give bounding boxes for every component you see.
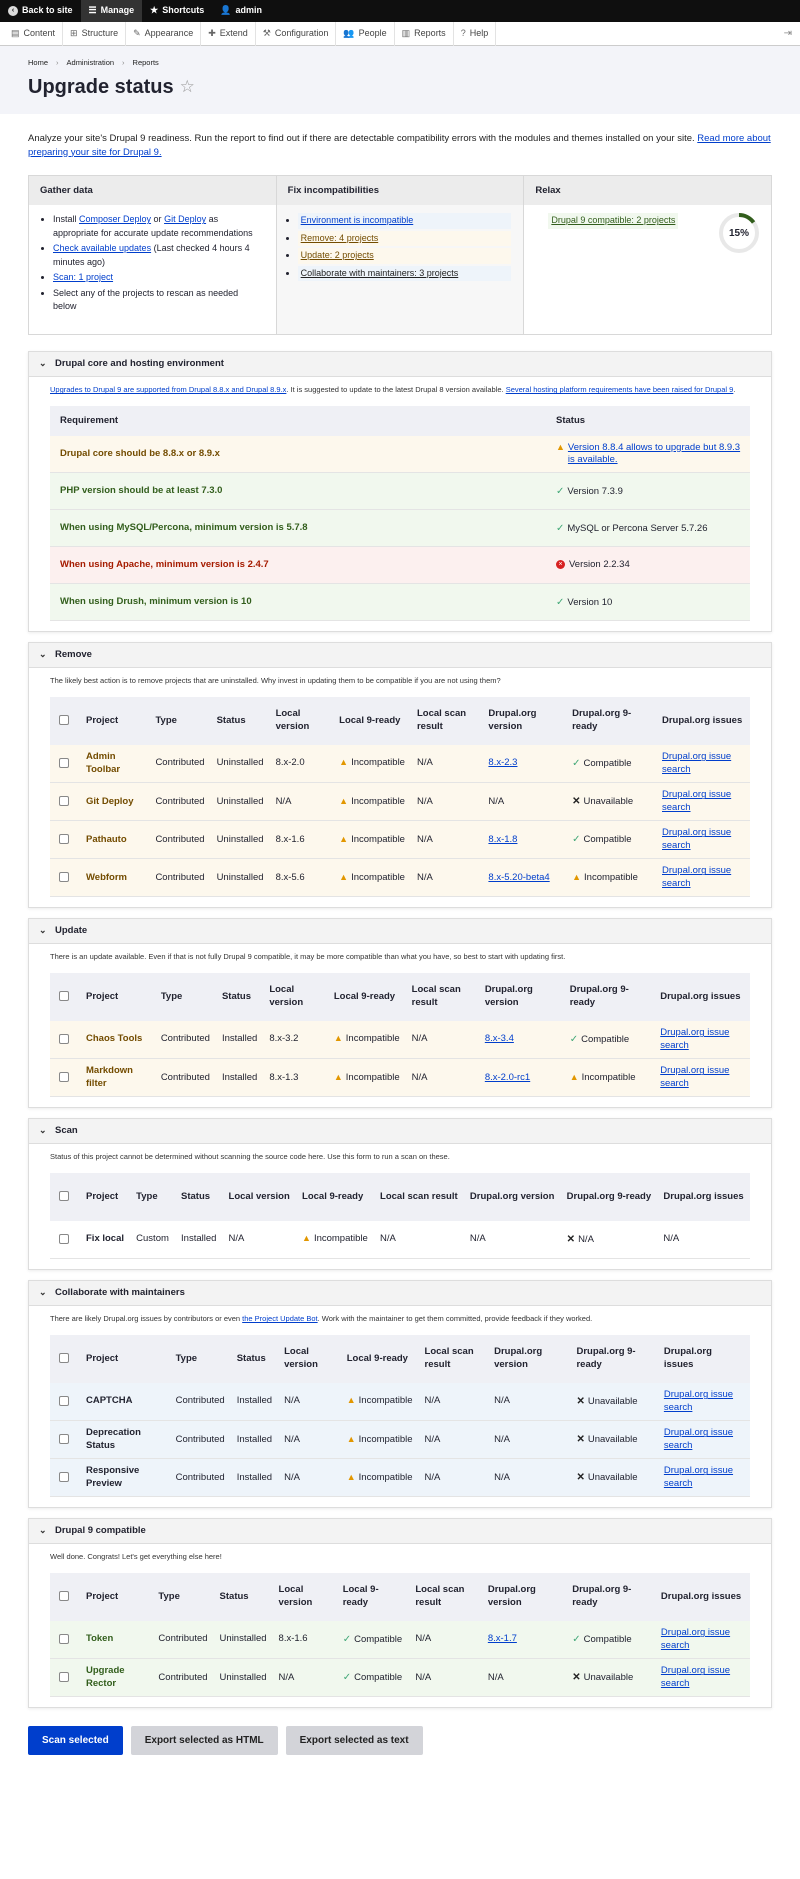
export-text-button[interactable]: Export selected as text	[286, 1726, 423, 1755]
section-description: Status of this project cannot be determined without scanning the source code here. Use this form to run a scan on these.	[50, 1152, 450, 1162]
table-row: When using MySQL/Percona, minimum version is 5.7.8 ✓ MySQL or Percona Server 5.7.26	[50, 510, 750, 547]
table-row: CAPTCHA Contributed Installed N/A ▲ Incompatible N/A N/A ✕ Unavailable Drupal.org issue search	[50, 1383, 750, 1421]
manage-tab[interactable]: ☰ Manage	[81, 0, 143, 22]
section-remove	[28, 642, 772, 908]
admin-tray	[0, 22, 800, 46]
column-header: Local 9-ready	[296, 1173, 374, 1221]
column-header: Status	[216, 973, 263, 1021]
table-row: When using Apache, minimum version is 2.4.7 × Version 2.2.34	[50, 547, 750, 584]
row-checkbox[interactable]	[59, 758, 69, 768]
issue-search-link[interactable]: Drupal.org issue search	[662, 865, 732, 889]
chevron-down-icon: ⌄	[39, 649, 47, 660]
warning-icon: ▲	[333, 1033, 343, 1044]
check-updates-link[interactable]: Check available updates	[53, 243, 152, 254]
issue-search-link[interactable]: Drupal.org issue search	[660, 1027, 730, 1051]
breadcrumb-home[interactable]: Home	[28, 58, 49, 67]
section-toggle[interactable]: ⌄ Drupal core and hosting environment	[29, 352, 771, 377]
composer-deploy-link[interactable]: Composer Deploy	[79, 214, 152, 225]
hosting-requirements-link[interactable]: Several hosting platform requirements have been raised for Drupal 9	[505, 385, 734, 395]
warning-icon: ▲	[569, 1071, 579, 1082]
column-header: Drupal.org version	[482, 697, 566, 745]
back-arrow-icon: ‹	[8, 6, 18, 16]
summary-relax: Relax Drupal 9 compatible: 2 projects 15%	[524, 176, 771, 334]
check-icon: ✓	[556, 485, 565, 497]
column-header: Drupal.org version	[482, 1573, 566, 1621]
export-html-button[interactable]: Export selected as HTML	[131, 1726, 278, 1755]
table-row: Deprecation Status Contributed Installed N/A ▲ Incompatible N/A N/A ✕ Unavailable Drupal.org issue search	[50, 1421, 750, 1459]
chevron-down-icon: ⌄	[39, 358, 47, 369]
table-row: Markdown filter Contributed Installed 8.x-1.3 ▲ Incompatible N/A 8.x-2.0-rc1 ▲ Incompatible Drupal.org issue search	[50, 1059, 750, 1097]
x-icon: ✕	[566, 1233, 576, 1245]
check-icon: ✓	[572, 834, 581, 846]
column-header: Local scan result	[419, 1335, 489, 1383]
tray-item-extend[interactable]: ✚ Extend	[201, 22, 256, 46]
drupal-org-version-link[interactable]: 8.x-2.3	[488, 757, 518, 769]
check-icon: ✓	[572, 1633, 581, 1645]
column-header: Drupal.org issues	[655, 1573, 750, 1621]
section-compatible	[28, 1518, 772, 1708]
tray-item-content[interactable]: ▤ Content	[4, 22, 63, 46]
gather-item	[53, 271, 264, 285]
environment-table: Requirement Status Drupal core should be 8.8.x or 8.9.x ▲ Version 8.8.4 allows to upgrade but 8.9.3 is available. PHP version should be at least 7.3.0 ✓ Version 7.3.9 When using MySQL/Percona, minimum version is 5.7.8 ✓ MySQL or Percona Server 5.7.26 When using Apache, minimum version is 2.4.7 × Version 2.2.34 When using Drush, minimum version is 10 ✓ Version 10	[50, 406, 750, 622]
back-to-site-link[interactable]: ‹ Back to site	[0, 0, 81, 22]
compatible-table	[50, 1573, 750, 1698]
tray-item-people[interactable]: 👥 People	[336, 22, 394, 46]
table-row: Fix local Custom Installed N/A ▲ Incompatible N/A N/A ✕ N/A N/A	[50, 1221, 750, 1259]
column-header: Drupal.org 9-ready	[564, 973, 655, 1021]
error-icon: ×	[556, 560, 565, 569]
column-header: Drupal.org issues	[656, 697, 750, 745]
column-header: Status	[214, 1573, 273, 1621]
drupal-org-version-link[interactable]: 8.x-5.20-beta4	[488, 871, 550, 883]
table-row: Token Contributed Uninstalled 8.x-1.6 ✓ Compatible N/A 8.x-1.7 ✓ Compatible Drupal.org issue search	[50, 1621, 750, 1659]
x-icon: ✕	[576, 1434, 585, 1446]
issue-search-link[interactable]: Drupal.org issue search	[660, 1065, 730, 1089]
table-row: Webform Contributed Uninstalled 8.x-5.6 ▲ Incompatible N/A 8.x-5.20-beta4 ▲ Incompatible Drupal.org issue search	[50, 859, 750, 897]
table-row: Responsive Preview Contributed Installed N/A ▲ Incompatible N/A N/A ✕ Unavailable Drupal.org issue search	[50, 1459, 750, 1497]
warning-icon: ▲	[572, 871, 582, 882]
x-icon: ✕	[572, 1672, 581, 1684]
section-description: Well done. Congrats! Let's get everything else here!	[50, 1552, 222, 1562]
intro-text: Analyze your site's Drupal 9 readiness. Run the report to find out if there are detectable compatibility errors with the modules and themes installed on your site. Read more about preparing your site for Drupal 9.	[28, 132, 771, 158]
column-header: Local version	[273, 1573, 337, 1621]
read-more-link[interactable]: Read more about preparing your site for Drupal 9.	[28, 132, 771, 158]
section-toggle[interactable]: ⌄ Collaborate with maintainers	[29, 1281, 771, 1306]
project-update-bot-link[interactable]: the Project Update Bot	[242, 1314, 318, 1324]
check-icon: ✓	[342, 1633, 352, 1645]
section-update	[28, 918, 772, 1108]
core-status-link[interactable]: Version 8.8.4 allows to upgrade but 8.9.3 is available.	[567, 441, 741, 466]
column-header: Local scan result	[409, 1573, 481, 1621]
shortcut-star-icon[interactable]: ☆	[179, 76, 195, 96]
x-icon: ✕	[572, 796, 581, 808]
action-buttons	[28, 1718, 772, 1775]
row-checkbox[interactable]	[59, 1672, 69, 1682]
row-checkbox[interactable]	[59, 1472, 69, 1482]
warning-icon: ▲	[339, 833, 349, 844]
issue-search-link[interactable]: Drupal.org issue search	[663, 1427, 734, 1451]
gather-item: • Install Composer Deploy or Git Deploy as appropriate for accurate update recommendations	[53, 213, 264, 240]
column-header: Status	[231, 1335, 278, 1383]
check-icon: ✓	[556, 596, 565, 608]
table-row: Upgrade Rector Contributed Uninstalled N/A ✓ Compatible N/A N/A ✕ Unavailable Drupal.org issue search	[50, 1659, 750, 1697]
drupal-org-version-link[interactable]: 8.x-3.4	[484, 1033, 514, 1045]
row-checkbox[interactable]	[59, 1396, 69, 1406]
user-tab[interactable]: 👤 admin	[220, 5, 262, 16]
structure-icon: ⊞	[70, 27, 78, 38]
warning-icon: ▲	[339, 757, 349, 768]
row-checkbox[interactable]	[59, 1634, 69, 1644]
chevron-down-icon: ⌄	[39, 1287, 47, 1298]
x-icon: ✕	[576, 1472, 585, 1484]
section-description: The likely best action is to remove projects that are uninstalled. Why invest in updating them to be compatible if you are not using them?	[50, 676, 501, 686]
section-description: There is an update available. Even if that is not fully Drupal 9 compatible, it may be more compatible than what you have, so best to start with updating first.	[50, 952, 566, 962]
section-description: There are likely Drupal.org issues by contributors or even the Project Update Bot. Work with the maintainer to get them committed, provide feedback if they worked.	[50, 1314, 593, 1324]
select-all-checkbox[interactable]	[59, 1591, 69, 1601]
select-all-checkbox[interactable]	[59, 715, 69, 725]
warning-icon: ▲	[556, 441, 565, 452]
column-header: Local scan result	[411, 697, 482, 745]
section-scan	[28, 1118, 772, 1270]
summary-fix: Fix incompatibilities • Environment is incompatible • Remove: 4 projects • Update: 2 projects • Collaborate with maintainers: 3 projects	[277, 176, 525, 334]
column-header: Drupal.org issues	[654, 973, 750, 1021]
drupal-org-version-link[interactable]: 8.x-1.7	[487, 1633, 517, 1645]
issue-search-link[interactable]: Drupal.org issue search	[663, 1465, 734, 1489]
column-header: Project	[80, 1335, 170, 1383]
relax-link-compatible[interactable]: Drupal 9 compatible: 2 projects	[551, 215, 676, 226]
brush-icon: ✎	[133, 27, 141, 38]
warning-icon: ▲	[346, 1433, 356, 1444]
table-row: Drupal core should be 8.8.x or 8.9.x ▲ Version 8.8.4 allows to upgrade but 8.9.3 is available.	[50, 436, 750, 473]
drupal-org-version-link[interactable]: 8.x-2.0-rc1	[484, 1071, 531, 1083]
tray-item-appearance[interactable]: ✎ Appearance	[126, 22, 201, 46]
user-icon: 👤	[220, 5, 232, 16]
column-header: Local version	[263, 973, 328, 1021]
section-environment	[28, 351, 772, 632]
warning-icon: ▲	[346, 1395, 356, 1406]
progress-percent: 15%	[729, 227, 750, 239]
table-row: Admin Toolbar Contributed Uninstalled 8.x-2.0 ▲ Incompatible N/A 8.x-2.3 ✓ Compatible Drupal.org issue search	[50, 745, 750, 783]
summary-gather: Gather data • Install Composer Deploy or Git Deploy as appropriate for accurate update recommendations • Check available updates (Last checked 4 hours 4 minutes ago) • Scan: 1 project • Select any of the projects to rescan as needed below	[29, 176, 277, 334]
breadcrumb-administration[interactable]: Administration	[66, 58, 115, 67]
wrench-icon: ⚒	[262, 27, 271, 38]
star-icon: ★	[150, 5, 159, 16]
row-checkbox[interactable]	[59, 834, 69, 844]
column-header: Drupal.org version	[488, 1335, 570, 1383]
page-title: Upgrade status ☆	[28, 75, 195, 98]
fix-link-environment[interactable]: Environment is incompatible	[300, 215, 414, 226]
chevron-down-icon: ⌄	[39, 1525, 47, 1536]
column-header: Status	[211, 697, 270, 745]
column-header: Project	[80, 1173, 130, 1221]
help-icon: ?	[460, 27, 466, 38]
chart-icon: ▥	[401, 27, 411, 38]
table-row: Pathauto Contributed Uninstalled 8.x-1.6 ▲ Incompatible N/A 8.x-1.8 ✓ Compatible Drupal.org issue search	[50, 821, 750, 859]
column-header: Local 9-ready	[337, 1573, 410, 1621]
warning-icon: ▲	[339, 795, 349, 806]
column-header: Type	[170, 1335, 231, 1383]
select-all-checkbox[interactable]	[59, 991, 69, 1001]
column-header: Local version	[270, 697, 334, 745]
column-header: Drupal.org 9-ready	[566, 697, 656, 745]
warning-icon: ▲	[302, 1233, 311, 1244]
gather-item: • Check available updates (Last checked 4 hours 4 minutes ago)	[53, 242, 264, 269]
warning-icon: ▲	[346, 1471, 356, 1482]
column-header: Type	[149, 697, 210, 745]
column-header: Project	[80, 697, 149, 745]
fix-link-collaborate[interactable]: Collaborate with maintainers: 3 projects	[300, 267, 459, 278]
row-checkbox[interactable]	[59, 1034, 69, 1044]
issue-search-link[interactable]: Drupal.org issue search	[662, 827, 732, 851]
gather-item: • Select any of the projects to rescan as needed below	[53, 287, 264, 314]
puzzle-icon: ✚	[208, 27, 216, 38]
summary-panel	[28, 175, 772, 335]
warning-icon: ▲	[333, 1071, 343, 1082]
admin-toolbar	[0, 0, 800, 22]
column-header: Local scan result	[374, 1173, 464, 1221]
column-header: Type	[130, 1173, 175, 1221]
fix-link-remove[interactable]: Remove: 4 projects	[300, 232, 379, 243]
scan-link[interactable]: Scan: 1 project	[53, 272, 114, 283]
column-header: Drupal.org 9-ready	[570, 1335, 657, 1383]
column-header: Drupal.org version	[464, 1173, 561, 1221]
table-row: PHP version should be at least 7.3.0 ✓ Version 7.3.9	[50, 473, 750, 510]
column-header: Type	[152, 1573, 213, 1621]
table-row: Git Deploy Contributed Uninstalled N/A ▲ Incompatible N/A N/A ✕ Unavailable Drupal.org issue search	[50, 783, 750, 821]
column-header: Drupal.org issues	[657, 1173, 750, 1221]
column-header: Local 9-ready	[341, 1335, 419, 1383]
check-icon: ✓	[342, 1672, 352, 1684]
table-row: When using Drush, minimum version is 10 ✓ Version 10	[50, 584, 750, 621]
page-icon: ▤	[11, 27, 20, 38]
column-header: Project	[80, 973, 155, 1021]
check-icon: ✓	[556, 522, 565, 534]
issue-search-link[interactable]: Drupal.org issue search	[660, 1665, 731, 1689]
check-icon: ✓	[569, 1033, 579, 1045]
issue-search-link[interactable]: Drupal.org issue search	[662, 789, 732, 813]
issue-search-link[interactable]: Drupal.org issue search	[660, 1627, 731, 1651]
upgrade-support-link[interactable]: Upgrades to Drupal 9 are supported from Drupal 8.8.x and Drupal 8.9.x	[50, 385, 287, 395]
section-collab	[28, 1280, 772, 1508]
shortcuts-tab[interactable]: ★ Shortcuts	[150, 5, 205, 16]
section-description: Upgrades to Drupal 9 are supported from Drupal 8.8.x and Drupal 8.9.x. It is suggested to update to the latest Drupal 8 version available. Several hosting platform requirements have been raised for Drupal 9.	[50, 385, 736, 395]
column-header: Local version	[278, 1335, 341, 1383]
people-icon: 👥	[343, 27, 355, 38]
column-header: Local scan result	[406, 973, 479, 1021]
column-header: Local 9-ready	[333, 697, 411, 745]
tray-orientation-icon[interactable]: ⇥	[783, 28, 792, 39]
chevron-down-icon: ⌄	[39, 925, 47, 936]
column-header: Drupal.org 9-ready	[561, 1173, 658, 1221]
chevron-down-icon: ⌄	[39, 1125, 47, 1136]
menu-icon: ☰	[88, 5, 97, 16]
row-checkbox[interactable]	[59, 872, 69, 882]
breadcrumb: Home › Administration › Reports	[28, 58, 159, 67]
scan-selected-button[interactable]: Scan selected	[28, 1726, 123, 1755]
select-all-checkbox[interactable]	[59, 1353, 69, 1363]
section-toggle[interactable]: ⌄ Update	[29, 919, 771, 944]
fix-link-update[interactable]: Update: 2 projects	[300, 250, 374, 261]
section-toggle[interactable]: ⌄ Drupal 9 compatible	[29, 1519, 771, 1544]
column-header: Drupal.org version	[479, 973, 564, 1021]
collab-table	[50, 1335, 750, 1498]
tray-item-reports[interactable]: ▥ Reports	[395, 22, 454, 46]
tray-item-structure[interactable]: ⊞ Structure	[63, 22, 126, 46]
section-toggle[interactable]: ⌄ Remove	[29, 643, 771, 668]
column-header: Status	[175, 1173, 223, 1221]
drupal-org-version-link[interactable]: 8.x-1.8	[488, 833, 518, 845]
breadcrumb-reports[interactable]: Reports	[132, 58, 159, 67]
column-header: Local 9-ready	[328, 973, 406, 1021]
section-toggle[interactable]: ⌄ Scan	[29, 1119, 771, 1144]
row-checkbox[interactable]	[59, 1434, 69, 1444]
issue-search-link[interactable]: Drupal.org issue search	[663, 1389, 734, 1413]
table-row: Chaos Tools Contributed Installed 8.x-3.2 ▲ Incompatible N/A 8.x-3.4 ✓ Compatible Drupal.org issue search	[50, 1021, 750, 1059]
row-checkbox[interactable]	[59, 1072, 69, 1082]
check-icon: ✓	[572, 757, 581, 769]
select-all-checkbox[interactable]	[59, 1191, 69, 1201]
column-header: Drupal.org 9-ready	[566, 1573, 655, 1621]
x-icon: ✕	[576, 1395, 585, 1407]
update-table	[50, 973, 750, 1098]
row-checkbox[interactable]	[59, 796, 69, 806]
row-checkbox[interactable]	[59, 1234, 69, 1244]
scan-table	[50, 1173, 750, 1260]
tray-item-help[interactable]: ? Help	[454, 22, 497, 46]
tray-item-configuration[interactable]: ⚒ Configuration	[256, 22, 337, 46]
remove-table	[50, 697, 750, 898]
column-header: Type	[155, 973, 216, 1021]
page-header	[0, 46, 800, 114]
warning-icon: ▲	[339, 871, 349, 882]
column-header: Project	[80, 1573, 152, 1621]
issue-search-link[interactable]: Drupal.org issue search	[662, 751, 732, 775]
column-header: Drupal.org issues	[658, 1335, 750, 1383]
git-deploy-link[interactable]: Git Deploy	[164, 214, 207, 225]
column-header: Local version	[223, 1173, 296, 1221]
